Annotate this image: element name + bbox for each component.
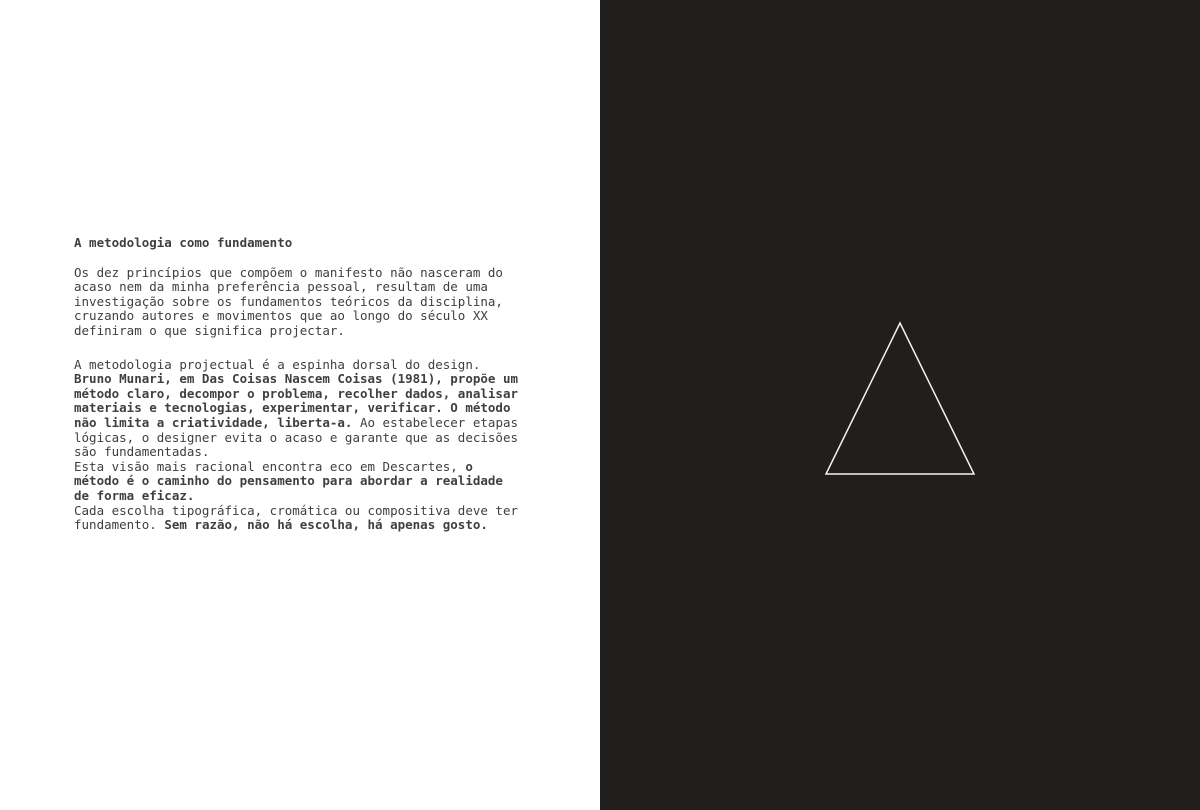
text-segment: Os dez princípios que compõem o manifesto não nasceram do	[74, 264, 503, 280]
text-line	[74, 280, 552, 295]
paragraph	[74, 358, 552, 533]
text-line	[74, 518, 552, 533]
bold-text-segment: de forma eficaz.	[74, 487, 195, 503]
text-line	[74, 266, 552, 281]
text-segment: Esta visão mais racional encontra eco em Descartes,	[74, 458, 466, 474]
text-line	[74, 401, 552, 416]
text-segment: lógicas, o designer evita o acaso e garante que as decisões	[74, 429, 519, 445]
text-line	[74, 445, 552, 460]
text-line	[74, 324, 552, 339]
bold-text-segment: Bruno Munari, em Das Coisas Nascem Coisas (1981), propõe um	[74, 371, 519, 387]
text-segment: acaso nem da minha preferência pessoal, resultam de uma	[74, 279, 488, 295]
text-segment: são fundamentadas.	[74, 444, 210, 460]
section-heading: A metodologia como fundamento	[74, 235, 293, 250]
text-line	[74, 416, 552, 431]
text-line	[74, 387, 552, 402]
graphic-page	[600, 0, 1200, 810]
text-segment: A metodologia projectual é a espinha dorsal do design.	[74, 356, 481, 372]
text-line	[74, 431, 552, 446]
triangle-outline-icon	[822, 320, 978, 478]
text-line	[74, 295, 552, 310]
bold-text-segment: o	[465, 458, 473, 474]
paragraphs	[74, 266, 552, 533]
text-line	[74, 489, 552, 504]
text-segment: investigação sobre os fundamentos teóricos da disciplina,	[74, 293, 503, 309]
bold-text-segment: método claro, decompor o problema, recolher dados, analisar	[74, 385, 519, 401]
text-segment: Ao estabelecer etapas	[352, 414, 519, 430]
text-segment: definiram o que significa projectar.	[74, 322, 345, 338]
text-segment: Cada escolha tipográfica, cromática ou compositiva deve ter	[74, 502, 519, 518]
paragraph	[74, 266, 552, 339]
bold-text-segment: não limita a criatividade, liberta-a.	[74, 414, 353, 430]
bold-text-segment: Sem razão, não há escolha, há apenas gosto.	[164, 517, 488, 533]
text-line	[74, 372, 552, 387]
text-segment: cruzando autores e movimentos que ao longo do século XX	[74, 308, 488, 324]
text-line	[74, 358, 552, 373]
text-line	[74, 474, 552, 489]
text-line	[74, 309, 552, 324]
article-text-block	[74, 236, 552, 533]
bold-text-segment: materiais e tecnologias, experimentar, verificar. O método	[74, 400, 511, 416]
text-line	[74, 460, 552, 475]
text-segment: fundamento.	[74, 517, 165, 533]
text-line	[74, 504, 552, 519]
bold-text-segment: método é o caminho do pensamento para abordar a realidade	[74, 473, 503, 489]
